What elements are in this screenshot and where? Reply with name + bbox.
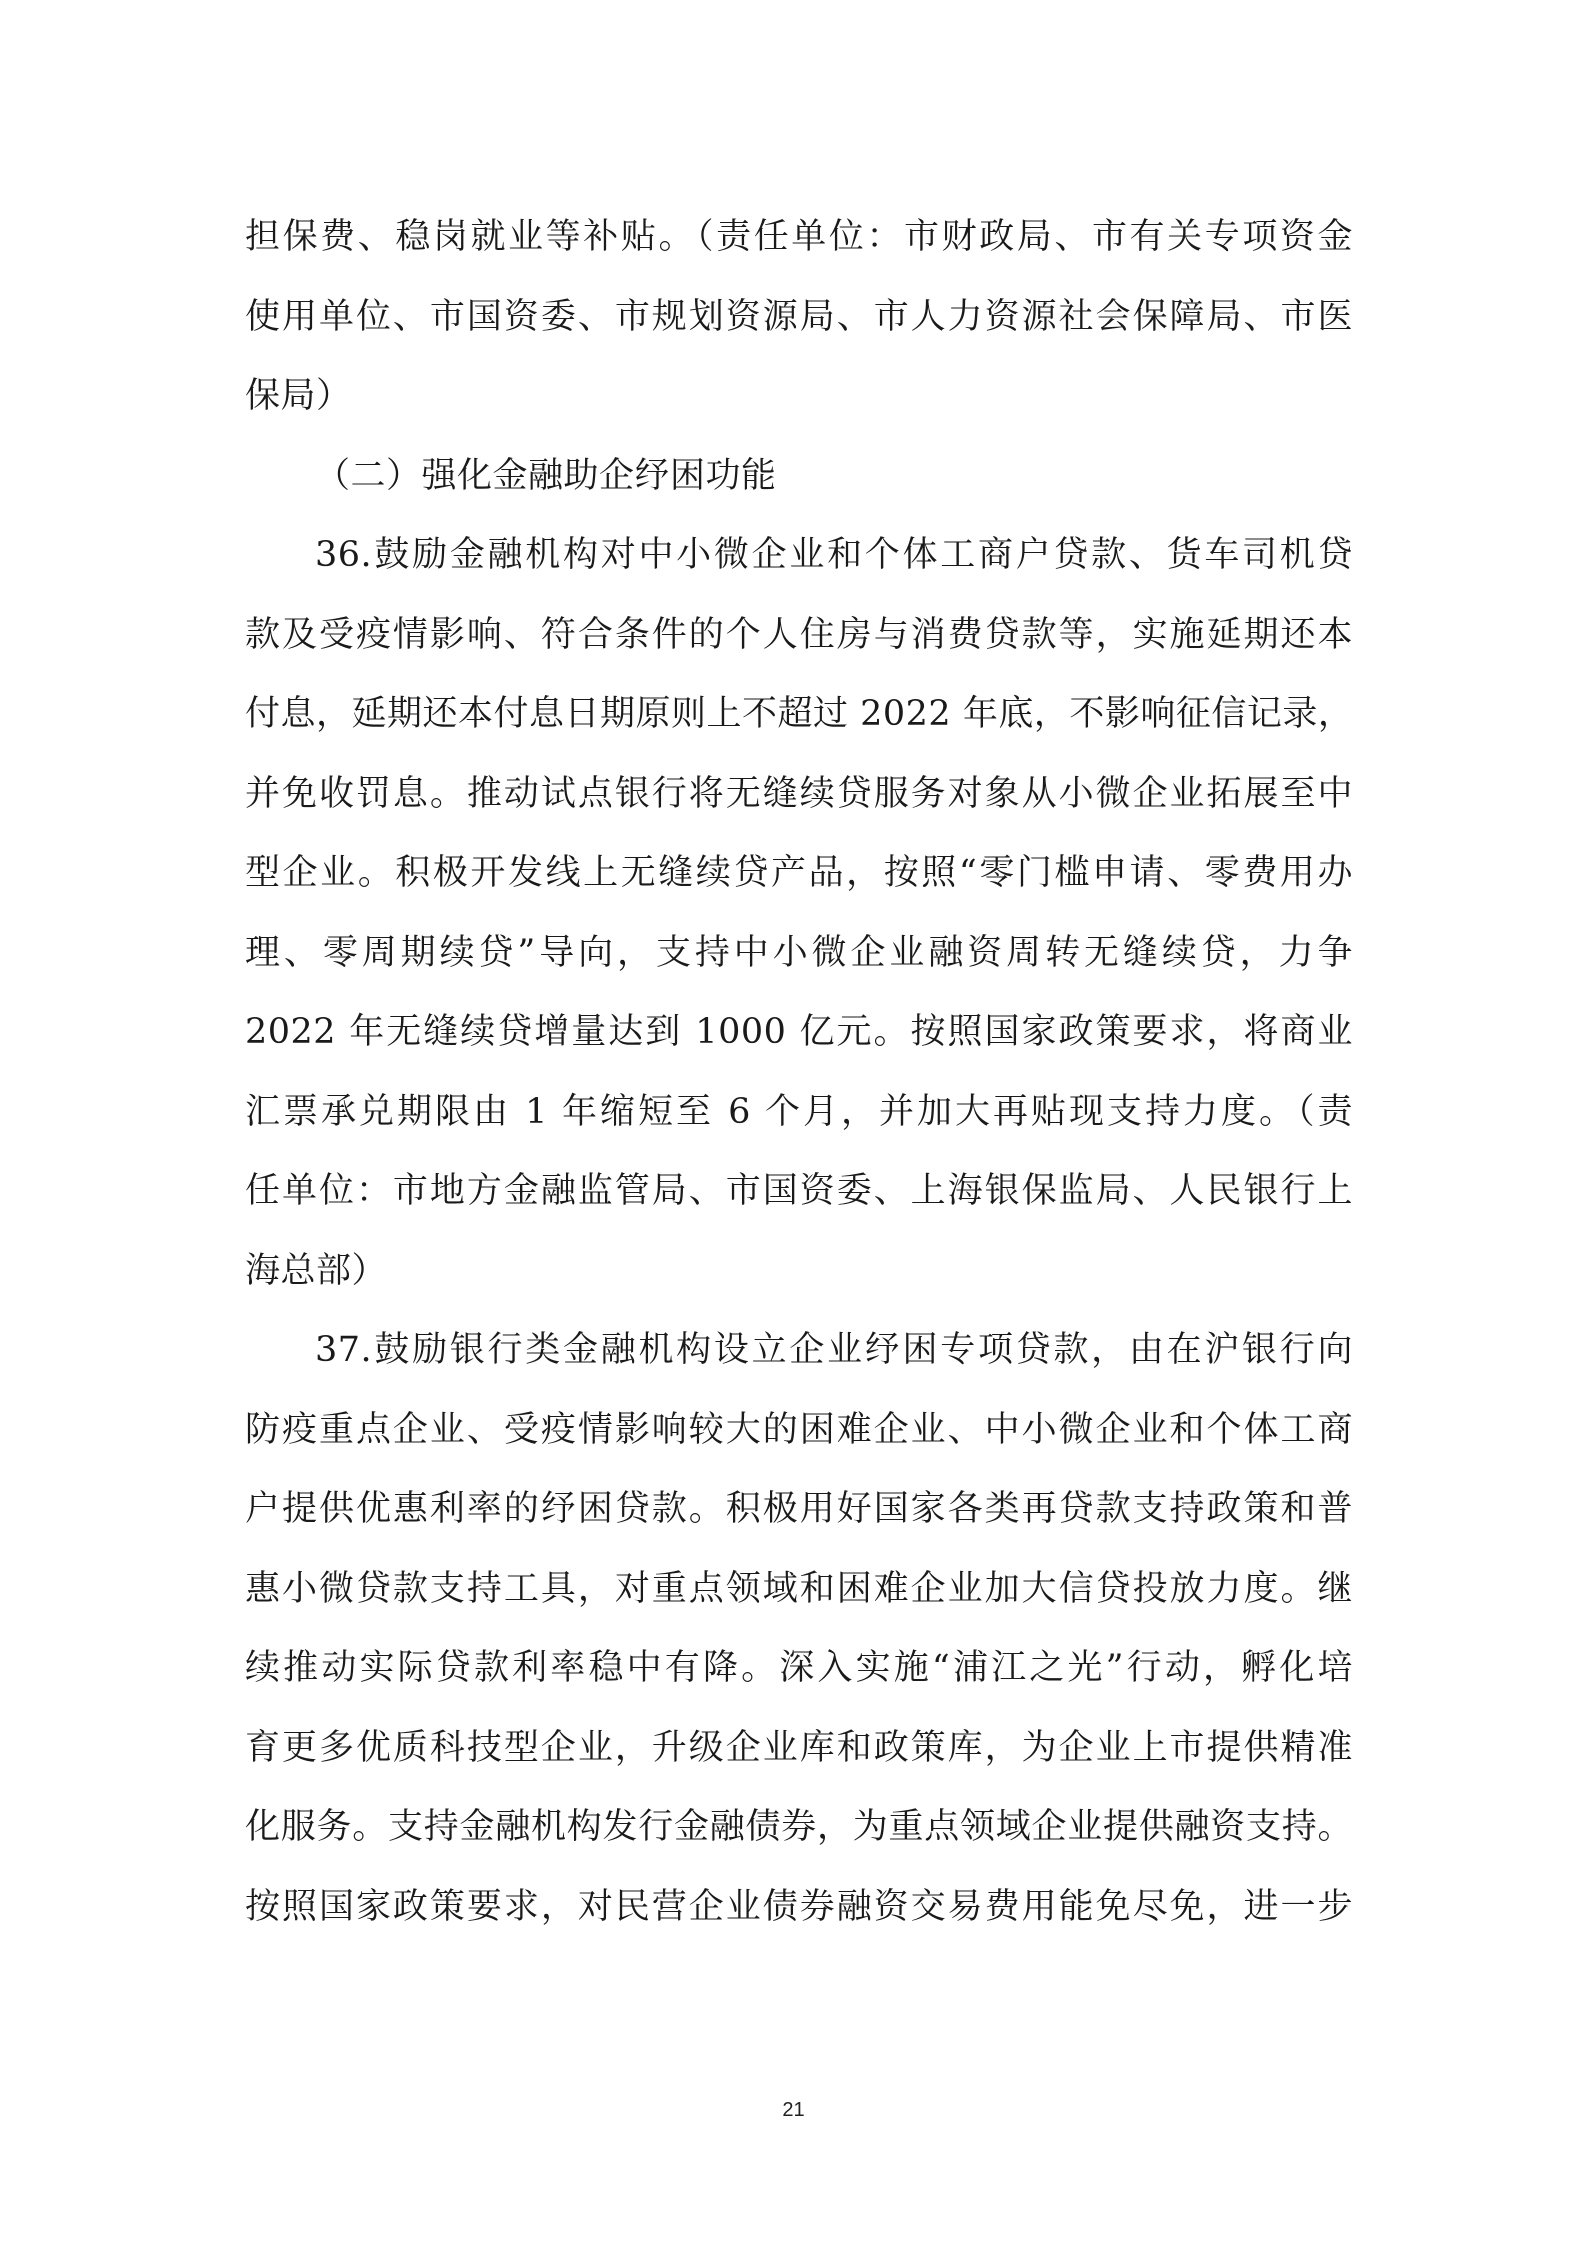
text-line-12: 汇票承兑期限由 1 年缩短至 6 个月，并加大再贴现支持力度。（责	[245, 1092, 1353, 1132]
text-line-9: 型企业。积极开发线上无缝续贷产品，按照“零门槛申请、零费用办	[245, 853, 1353, 893]
text-line-11: 2022 年无缝续贷增量达到 1000 亿元。按照国家政策要求，将商业	[245, 1012, 1353, 1052]
page-number: 21	[782, 2099, 805, 2121]
text-line-8: 并免收罚息。推动试点银行将无缝续贷服务对象从小微企业拓展至中	[245, 774, 1353, 814]
text-line-7: 付息，延期还本付息日期原则上不超过 2022 年底，不影响征信记录，	[245, 694, 1354, 734]
text-line-2: 使用单位、市国资委、市规划资源局、市人力资源社会保障局、市医	[245, 297, 1353, 337]
text-line-17: 户提供优惠利率的纾困贷款。积极用好国家各类再贷款支持政策和普	[245, 1489, 1353, 1529]
text-line-16: 防疫重点企业、受疫情影响较大的困难企业、中小微企业和个体工商	[245, 1410, 1353, 1450]
text-line-1: 担保费、稳岗就业等补贴。（责任单位：市财政局、市有关专项资金	[245, 217, 1353, 257]
text-line-3: 保局）	[245, 376, 352, 416]
text-line-5: 36.鼓励金融机构对中小微企业和个体工商户贷款、货车司机贷	[315, 535, 1353, 575]
text-line-10: 理、零周期续贷”导向，支持中小微企业融资周转无缝续贷，力争	[245, 933, 1353, 973]
section-heading: （二）强化金融助企纾困功能	[315, 456, 777, 496]
text-line-13: 任单位：市地方金融监管局、市国资委、上海银保监局、人民银行上	[245, 1171, 1353, 1211]
text-line-19: 续推动实际贷款利率稳中有降。深入实施“浦江之光”行动，孵化培	[245, 1648, 1353, 1688]
text-line-22: 按照国家政策要求，对民营企业债券融资交易费用能免尽免，进一步	[245, 1887, 1353, 1927]
text-line-20: 育更多优质科技型企业，升级企业库和政策库，为企业上市提供精准	[245, 1728, 1353, 1768]
text-line-21: 化服务。支持金融机构发行金融债券，为重点领域企业提供融资支持。	[245, 1807, 1353, 1847]
text-line-6: 款及受疫情影响、符合条件的个人住房与消费贷款等，实施延期还本	[245, 615, 1353, 655]
text-line-14: 海总部）	[245, 1251, 388, 1291]
text-line-18: 惠小微贷款支持工具，对重点领域和困难企业加大信贷投放力度。继	[245, 1569, 1353, 1609]
text-line-15: 37.鼓励银行类金融机构设立企业纾困专项贷款，由在沪银行向	[315, 1330, 1353, 1370]
